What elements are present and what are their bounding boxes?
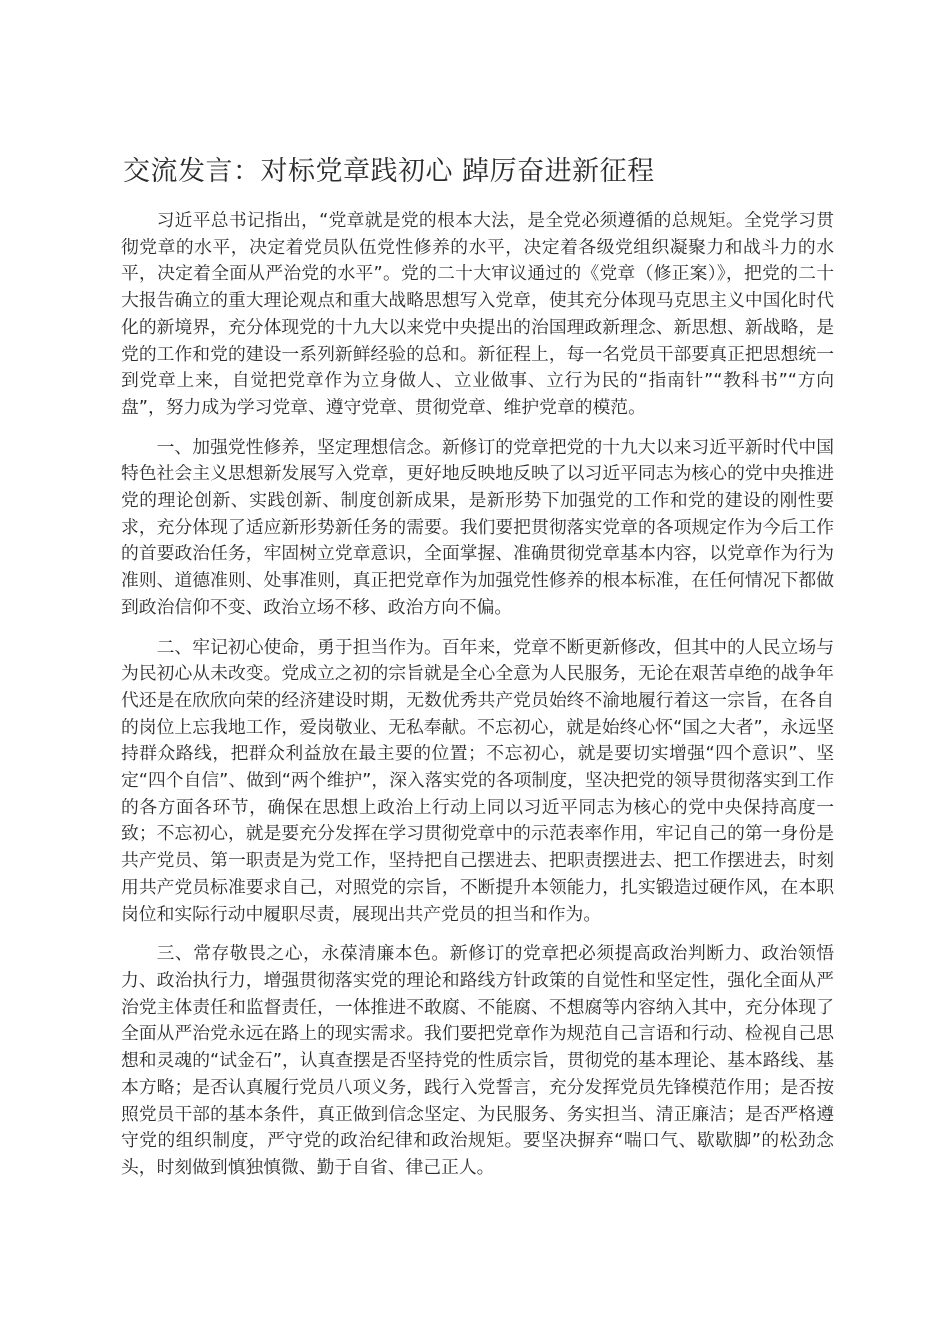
document-title: 交流发言：对标党章践初心 踔厉奋进新征程 [123, 156, 655, 187]
section-two-paragraph: 二、牢记初心使命，勇于担当作为。百年来，党章不断更新修改，但其中的人民立场与为民初心从未改变。党成立之初的宗旨就是全心全意为人民服务，无论在艰苦卓绝的战争年代还是在欣欣向荣的经济建设时期，无数优秀共产党员始终不渝地履行着这一宗旨，在各自的岗位上忘我地工作，爱岗敬业、无私奉献。不忘初心，就是始终心怀“国之大者”，永远坚持群众路线，把群众利益放在最主要的位置；不忘初心，就是要切实增强“四个意识”、坚定“四个自信”、做到“两个维护”，深入落实党的各项制度，坚决把党的领导贯彻落实到工作的各方面各环节，确保在思想上政治上行动上同以习近平同志为核心的党中央保持高度一致；不忘初心，就是要充分发挥在学习贯彻党章中的示范表率作用，牢记自己的第一身份是共产党员、第一职责是为党工作，坚持把自己摆进去、把职责摆进去、把工作摆进去，时刻用共产党员标准要求自己，对照党的宗旨，不断提升本领能力，扎实锻造过硬作风，在本职岗位和实际行动中履职尽责，展现出共产党员的担当和作为。 [121, 636, 834, 925]
section-three-paragraph: 三、常存敬畏之心，永葆清廉本色。新修订的党章把必须提高政治判断力、政治领悟力、政治执行力，增强贯彻落实党的理论和路线方针政策的自觉性和坚定性，强化全面从严治党主体责任和监督责任，一体推进不敢腐、不能腐、不想腐等内容纳入其中，充分体现了全面从严治党永远在路上的现实需求。我们要把党章作为规范自己言语和行动、检视自己思想和灵魂的“试金石”，认真查摆是否坚持党的性质宗旨，贯彻党的基本理论、基本路线、基本方略；是否认真履行党员八项义务，践行入党誓言，充分发挥党员先锋模范作用；是否按照党员干部的基本条件，真正做到信念坚定、为民服务、务实担当、清正廉洁；是否严格遵守党的组织制度，严守党的政治纪律和政治规矩。要坚决摒弃“喘口气、歇歇脚”的松劲念头，时刻做到慎独慎微、勤于自省、律己正人。 [121, 943, 834, 1178]
section-one-paragraph: 一、加强党性修养，坚定理想信念。新修订的党章把党的十九大以来习近平新时代中国特色社会主义思想新发展写入党章，更好地反映地反映了以习近平同志为核心的党中央推进党的理论创新、实践创新、制度创新成果，是新形势下加强党的工作和党的建设的刚性要求，充分体现了适应新形势新任务的需要。我们要把贯彻落实党章的各项规定作为今后工作的首要政治任务，牢固树立党章意识，全面掌握、准确贯彻党章基本内容，以党章作为行为准则、道德准则、处事准则，真正把党章作为加强党性修养的根本标准，在任何情况下都做到政治信仰不变、政治立场不移、政治方向不偏。 [121, 436, 834, 618]
document-body [121, 208, 834, 1195]
intro-paragraph: 习近平总书记指出，“党章就是党的根本大法，是全党必须遵循的总规矩。全党学习贯彻党章的水平，决定着党员队伍党性修养的水平，决定着各级党组织凝聚力和战斗力的水平，决定着全面从严治党的水平”。党的二十大审议通过的《党章（修正案）》，把党的二十大报告确立的重大理论观点和重大战略思想写入党章，使其充分体现马克思主义中国化时代化的新境界，充分体现党的十九大以来党中央提出的治国理政新理念、新思想、新战略，是党的工作和党的建设一系列新鲜经验的总和。新征程上，每一名党员干部要真正把思想统一到党章上来，自觉把党章作为立身做人、立业做事、立行为民的“指南针”“教科书”“方向盘”，努力成为学习党章、遵守党章、贯彻党章、维护党章的模范。 [121, 210, 834, 418]
